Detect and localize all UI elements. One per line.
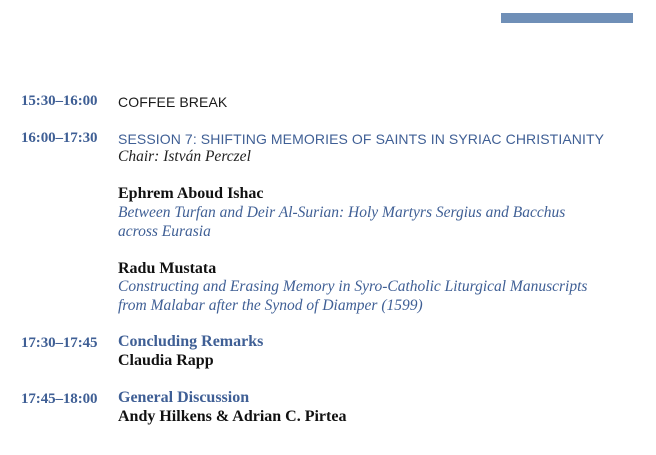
- time-slot: 15:30–16:00: [21, 93, 98, 109]
- talk-title-line: from Malabar after the Synod of Diamper (1599): [118, 297, 423, 314]
- talk-title-line: across Eurasia: [118, 223, 211, 240]
- event-title: COFFEE BREAK: [118, 94, 228, 110]
- speaker-name: Claudia Rapp: [118, 352, 214, 369]
- talk-title-line: Constructing and Erasing Memory in Syro-Catholic Liturgical Manuscripts: [118, 278, 588, 295]
- event-title: Concluding Remarks: [118, 333, 264, 350]
- speaker-name: Andy Hilkens & Adrian C. Pirtea: [118, 408, 347, 425]
- session-chair: Chair: István Perczel: [118, 148, 251, 165]
- talk-title-line: Between Turfan and Deir Al-Surian: Holy Martyrs Sergius and Bacchus: [118, 204, 566, 221]
- time-slot: 17:45–18:00: [21, 391, 98, 407]
- time-slot: 16:00–17:30: [21, 130, 98, 146]
- time-slot: 17:30–17:45: [21, 335, 98, 351]
- speaker-name: Radu Mustata: [118, 260, 217, 277]
- event-title: General Discussion: [118, 389, 250, 406]
- session-title: SESSION 7: SHIFTING MEMORIES OF SAINTS IN SYRIAC CHRISTIANITY: [118, 131, 605, 147]
- speaker-name: Ephrem Aboud Ishac: [118, 185, 264, 202]
- header-decorative-bar: [501, 13, 633, 23]
